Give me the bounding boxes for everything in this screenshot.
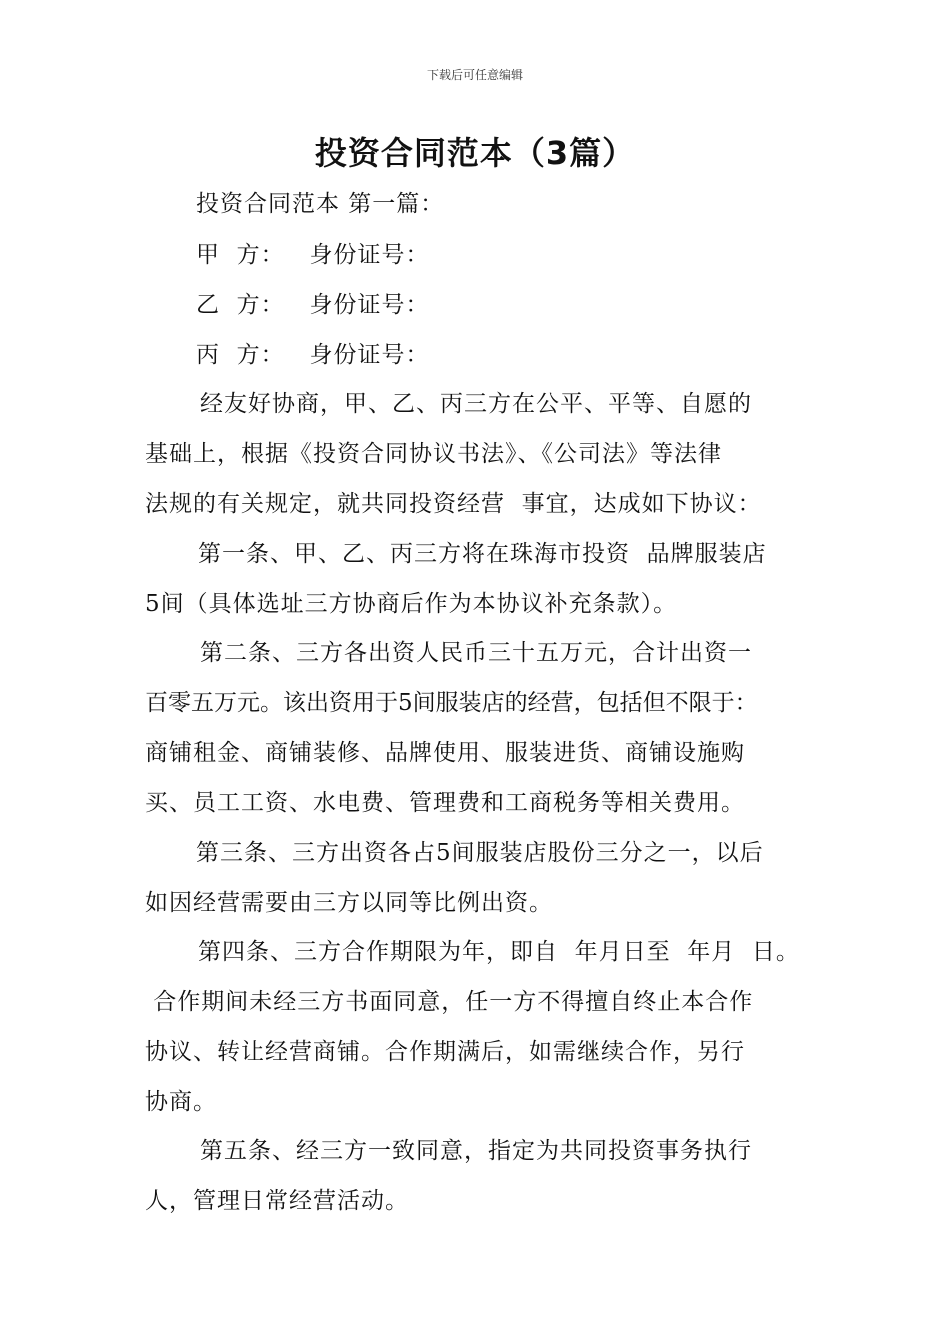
article-2-line: 买、员工工资、水电费、管理费和工商税务等相关费用。 <box>145 790 745 816</box>
party-c-line: 丙 方： 身份证号： <box>196 342 430 368</box>
article-4-line: 合作期间未经三方书面同意，任一方不得擅自终止本合作 <box>145 989 754 1015</box>
article-2-line: 第二条、三方各出资人民币三十五万元，合计出资一 <box>200 640 752 666</box>
article-4-line: 协议、转让经营商铺。合作期满后，如需继续合作，另行 <box>145 1039 745 1065</box>
article-4-line: 协商。 <box>145 1089 217 1115</box>
article-2-line: 商铺租金、商铺装修、品牌使用、服装进货、商铺设施购 <box>145 740 745 766</box>
party-a-line: 甲 方： 身份证号： <box>196 242 430 268</box>
article-1-line: 5间（具体选址三方协商后作为本协议补充条款）。 <box>145 591 678 617</box>
article-3-line: 如因经营需要由三方以同等比例出资。 <box>145 890 553 916</box>
article-3-line: 第三条、三方出资各占5间服装店股份三分之一，以后 <box>196 840 764 866</box>
paragraph-line: 基础上，根据《投资合同协议书法》、《公司法》等法律 <box>145 441 722 467</box>
section-heading: 投资合同范本 第一篇： <box>196 191 445 217</box>
article-5-line: 人，管理日常经营活动。 <box>145 1188 409 1214</box>
paragraph-line: 经友好协商，甲、乙、丙三方在公平、平等、自愿的 <box>200 391 752 417</box>
header-note: 下载后可任意编辑 <box>426 68 523 82</box>
article-2-line: 百零五万元。该出资用于5间服装店的经营，包括但不限于： <box>145 690 758 716</box>
paragraph-line: 法规的有关规定，就共同投资经营 事宜，达成如下协议： <box>145 491 762 517</box>
article-4-line: 第四条、三方合作期限为年，即自 年月日至 年月 日。 <box>198 939 800 965</box>
article-1-line: 第一条、甲、乙、丙三方将在珠海市投资 品牌服装店 <box>198 541 767 567</box>
party-b-line: 乙 方： 身份证号： <box>196 292 430 318</box>
document-title: 投资合同范本（3篇） <box>314 134 636 172</box>
article-5-line: 第五条、经三方一致同意，指定为共同投资事务执行 <box>200 1138 752 1164</box>
